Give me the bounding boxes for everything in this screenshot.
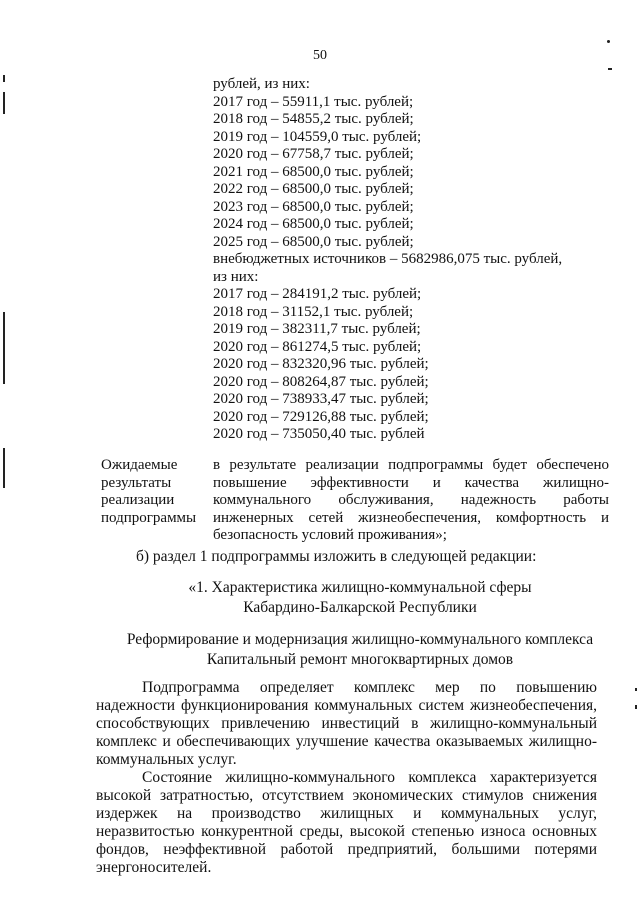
results-text: в результате реализации подпрограммы будет обеспечено повышение эффективности и качества жилищно-коммунального обслуживания, надежность работы инженерных сетей жизнеобеспечения, комфортность и безопасность условий проживания»;	[213, 457, 609, 543]
change-instruction: б) раздел 1 подпрограммы изложить в следующей редакции:	[136, 548, 537, 565]
funding-line: внебюджетных источников – 5682986,075 тыс. рублей,	[213, 251, 563, 267]
results-label	[101, 457, 206, 527]
funding-line: 2017 год – 55911,1 тыс. рублей;	[213, 93, 414, 110]
scan-mark	[3, 312, 5, 384]
scan-mark	[635, 688, 637, 691]
subsection-title-line: Капитальный ремонт многоквартирных домов	[206, 651, 514, 668]
scan-mark	[608, 68, 612, 70]
funding-line: 2020 год – 832320,96 тыс. рублей;	[213, 356, 429, 372]
scan-mark	[3, 75, 5, 82]
scan-mark	[3, 448, 5, 488]
funding-line: из них:	[213, 268, 259, 285]
funding-line: 2021 год – 68500,0 тыс. рублей;	[213, 163, 414, 180]
section-title-line: «1. Характеристика жилищно-коммунальной сферы	[188, 579, 532, 596]
scan-mark	[607, 40, 610, 43]
results-label-line: реализации	[101, 492, 175, 508]
scan-mark	[3, 92, 5, 114]
results-label-line: подпрограммы	[101, 509, 197, 526]
funding-line: 2022 год – 68500,0 тыс. рублей;	[213, 181, 414, 197]
funding-line: 2019 год – 382311,7 тыс. рублей;	[213, 321, 421, 337]
funding-line: 2017 год – 284191,2 тыс. рублей;	[213, 286, 422, 302]
funding-line: 2024 год – 68500,0 тыс. рублей;	[213, 216, 414, 232]
funding-line: 2018 год – 54855,2 тыс. рублей;	[213, 111, 414, 127]
funding-line: 2025 год – 68500,0 тыс. рублей;	[213, 233, 414, 250]
subsection-title	[0, 630, 640, 670]
funding-line: 2020 год – 729126,88 тыс. рублей;	[213, 408, 429, 425]
body-text	[96, 679, 597, 877]
funding-line: 2018 год – 31152,1 тыс. рублей;	[213, 303, 414, 320]
funding-line: 2020 год – 861274,5 тыс. рублей;	[213, 338, 422, 355]
results-label-line: результаты	[101, 474, 172, 491]
funding-line: 2019 год – 104559,0 тыс. рублей;	[213, 128, 422, 145]
scan-mark	[635, 705, 637, 709]
funding-line: рублей, из них:	[213, 76, 310, 92]
results-label-line: Ожидаемые	[101, 457, 178, 473]
paragraph: Подпрограмма определяет комплекс мер по повышению надежности функционирования коммунальных систем жизнеобеспечения, способствующих привлечению инвестиций в жилищно-коммунальный комплекс и обеспечивающих улучшение качества оказываемых жилищно-коммунальных услуг.	[96, 679, 597, 768]
paragraph: Состояние жилищно-коммунального комплекса характеризуется высокой затратностью, отсутствием экономических стимулов снижения издержек на производство жилищных и коммунальных услуг, неразвитостью конкурентной среды, высокой степенью износа основных фондов, неэффективной работой предприятий, большими потерями энергоносителей.	[96, 769, 597, 876]
funding-list	[213, 76, 613, 444]
funding-line: 2020 год – 738933,47 тыс. рублей;	[213, 391, 429, 407]
funding-line: 2020 год – 808264,87 тыс. рублей;	[213, 373, 429, 390]
funding-line: 2023 год – 68500,0 тыс. рублей;	[213, 198, 414, 215]
section-title-line: Кабардино-Балкарской Республики	[243, 599, 477, 616]
subsection-title-line: Реформирование и модернизация жилищно-коммунального комплекса	[126, 631, 594, 648]
funding-line: 2020 год – 735050,40 тыс. рублей	[213, 426, 425, 442]
page-number: 50	[313, 48, 327, 63]
funding-line: 2020 год – 67758,7 тыс. рублей;	[213, 146, 414, 162]
section-title	[0, 578, 640, 618]
